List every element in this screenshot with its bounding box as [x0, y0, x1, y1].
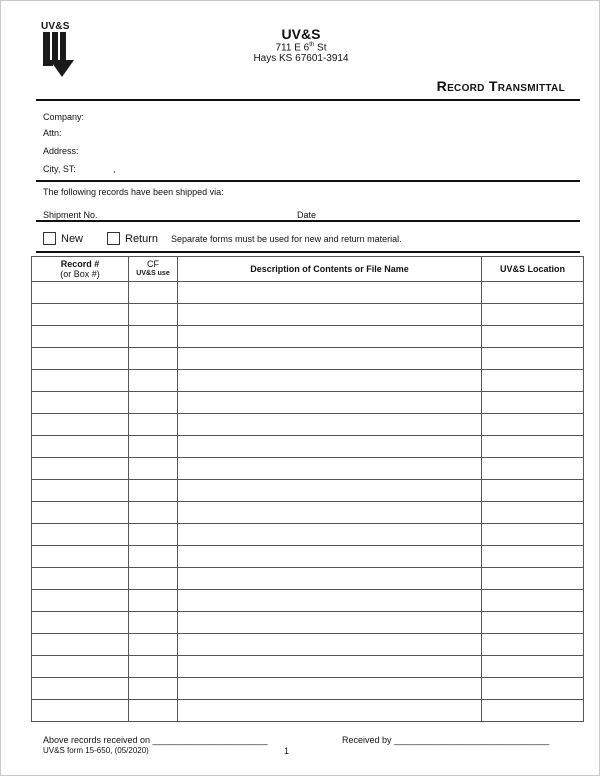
location-cell[interactable] — [482, 678, 584, 700]
record-number-cell[interactable] — [32, 326, 129, 348]
description-cell[interactable] — [178, 436, 482, 458]
record-number-cell[interactable] — [32, 458, 129, 480]
location-cell[interactable] — [482, 502, 584, 524]
org-street: 711 E 6th St — [275, 42, 327, 54]
location-cell[interactable] — [482, 590, 584, 612]
city-comma: , — [113, 164, 116, 174]
table-row — [32, 568, 584, 590]
cf-cell[interactable] — [129, 634, 178, 656]
shipment-date-label: Date — [297, 210, 317, 220]
records-table — [31, 256, 584, 722]
record-number-cell[interactable] — [32, 524, 129, 546]
cf-cell[interactable] — [129, 524, 178, 546]
description-cell[interactable] — [178, 634, 482, 656]
cf-cell[interactable] — [129, 392, 178, 414]
table-row — [32, 524, 584, 546]
record-number-cell[interactable] — [32, 678, 129, 700]
cf-cell[interactable] — [129, 656, 178, 678]
description-cell[interactable] — [178, 502, 482, 524]
record-number-header — [32, 257, 129, 282]
location-cell[interactable] — [482, 700, 584, 722]
description-cell[interactable] — [178, 612, 482, 634]
record-number-cell[interactable] — [32, 634, 129, 656]
table-row — [32, 656, 584, 678]
description-cell[interactable] — [178, 678, 482, 700]
record-number-cell[interactable] — [32, 392, 129, 414]
record-number-cell[interactable] — [32, 656, 129, 678]
cf-cell[interactable] — [129, 348, 178, 370]
record-number-header-sub: (or Box #) — [60, 269, 100, 279]
location-cell[interactable] — [482, 568, 584, 590]
received-by-field: Received by _______________________________ — [342, 735, 550, 745]
table-row — [32, 436, 584, 458]
table-row — [32, 612, 584, 634]
table-row — [32, 700, 584, 722]
org-city: Hays KS 67601-3914 — [253, 53, 349, 64]
location-cell[interactable] — [482, 634, 584, 656]
record-number-cell[interactable] — [32, 568, 129, 590]
cf-cell[interactable] — [129, 414, 178, 436]
cf-header — [129, 257, 178, 282]
table-row — [32, 678, 584, 700]
record-number-cell[interactable] — [32, 436, 129, 458]
table-row — [32, 414, 584, 436]
location-cell[interactable] — [482, 612, 584, 634]
cf-cell[interactable] — [129, 546, 178, 568]
form-title: Record Transmittal — [436, 78, 565, 94]
table-row — [32, 370, 584, 392]
return-checkbox[interactable] — [107, 232, 158, 245]
record-number-cell[interactable] — [32, 370, 129, 392]
record-number-cell[interactable] — [32, 414, 129, 436]
return-checkbox-box[interactable] — [107, 232, 120, 245]
shipment-divider — [36, 220, 580, 222]
return-checkbox-label: Return — [125, 232, 159, 245]
table-row — [32, 392, 584, 414]
description-cell[interactable] — [178, 392, 482, 414]
location-cell[interactable] — [482, 326, 584, 348]
location-cell[interactable] — [482, 304, 584, 326]
cf-cell[interactable] — [129, 370, 178, 392]
description-cell[interactable] — [178, 480, 482, 502]
table-row — [32, 480, 584, 502]
received-on-field: Above records received on _______________________ — [43, 735, 268, 745]
title-divider — [36, 99, 580, 101]
description-cell[interactable] — [178, 304, 482, 326]
description-cell[interactable] — [178, 282, 482, 304]
shipment-intro: The following records have been shipped via: — [43, 187, 224, 197]
description-cell[interactable] — [178, 326, 482, 348]
table-row — [32, 590, 584, 612]
table-row — [32, 546, 584, 568]
location-cell[interactable] — [482, 282, 584, 304]
record-number-cell[interactable] — [32, 546, 129, 568]
shipment-number-label: Shipment No. — [43, 210, 98, 220]
cf-cell[interactable] — [129, 436, 178, 458]
description-cell[interactable] — [178, 568, 482, 590]
record-number-cell[interactable] — [32, 700, 129, 722]
logo-text: UV&S — [41, 21, 70, 32]
record-number-cell[interactable] — [32, 480, 129, 502]
cf-cell[interactable] — [129, 458, 178, 480]
location-cell[interactable] — [482, 546, 584, 568]
description-cell[interactable] — [178, 370, 482, 392]
record-number-cell[interactable] — [32, 304, 129, 326]
records-body — [32, 282, 584, 722]
cf-cell[interactable] — [129, 568, 178, 590]
location-cell[interactable] — [482, 524, 584, 546]
location-cell[interactable] — [482, 436, 584, 458]
record-number-cell[interactable] — [32, 590, 129, 612]
org-name: UV&S — [281, 26, 321, 42]
address-label: Address: — [43, 146, 79, 156]
table-row — [32, 502, 584, 524]
options-divider — [36, 251, 580, 253]
form-number: UV&S form 15-650, (05/2020) — [43, 746, 149, 755]
cf-cell[interactable] — [129, 612, 178, 634]
table-row — [32, 282, 584, 304]
record-number-cell[interactable] — [32, 612, 129, 634]
description-cell[interactable] — [178, 348, 482, 370]
cf-cell[interactable] — [129, 480, 178, 502]
cf-cell[interactable] — [129, 304, 178, 326]
table-row — [32, 458, 584, 480]
description-cell[interactable] — [178, 524, 482, 546]
cf-cell[interactable] — [129, 502, 178, 524]
description-cell[interactable] — [178, 546, 482, 568]
table-row — [32, 348, 584, 370]
description-cell[interactable] — [178, 656, 482, 678]
cf-cell[interactable] — [129, 326, 178, 348]
city-label: City, ST: — [43, 164, 76, 174]
location-cell[interactable] — [482, 414, 584, 436]
table-row — [32, 304, 584, 326]
description-cell[interactable] — [178, 458, 482, 480]
cf-cell[interactable] — [129, 590, 178, 612]
table-row — [32, 634, 584, 656]
recipient-divider — [36, 180, 580, 182]
location-cell[interactable] — [482, 656, 584, 678]
new-checkbox-label: New — [61, 232, 84, 245]
cf-header-main: CF — [147, 259, 159, 269]
record-number-cell[interactable] — [32, 282, 129, 304]
location-header: UV&S Location — [482, 257, 584, 282]
table-row — [32, 326, 584, 348]
cf-header-sub: UV&S use — [136, 270, 170, 277]
description-cell[interactable] — [178, 414, 482, 436]
new-checkbox-box[interactable] — [43, 232, 56, 245]
description-header: Description of Contents or File Name — [178, 257, 482, 282]
separate-forms-note: Separate forms must be used for new and return material. — [171, 234, 402, 244]
location-cell[interactable] — [482, 392, 584, 414]
cf-cell[interactable] — [129, 700, 178, 722]
record-number-header-main: Record # — [60, 259, 100, 269]
attn-label: Attn: — [43, 128, 62, 138]
page-number: 1 — [284, 746, 290, 756]
location-cell[interactable] — [482, 480, 584, 502]
company-label: Company: — [43, 112, 85, 122]
cf-cell[interactable] — [129, 678, 178, 700]
location-cell[interactable] — [482, 348, 584, 370]
location-cell[interactable] — [482, 370, 584, 392]
description-cell[interactable] — [178, 700, 482, 722]
location-cell[interactable] — [482, 458, 584, 480]
cf-cell[interactable] — [129, 282, 178, 304]
new-checkbox[interactable] — [43, 232, 83, 245]
table-header-row — [32, 257, 584, 282]
description-cell[interactable] — [178, 590, 482, 612]
record-number-cell[interactable] — [32, 502, 129, 524]
record-number-cell[interactable] — [32, 348, 129, 370]
